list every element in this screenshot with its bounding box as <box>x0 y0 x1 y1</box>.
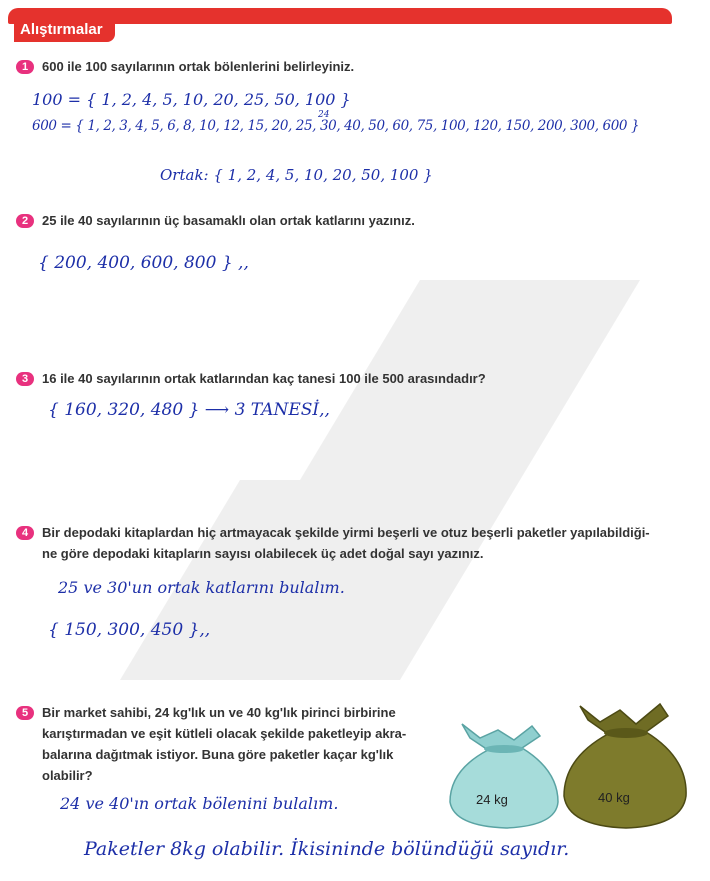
section-title: Alıştırmalar <box>14 18 115 42</box>
question-text: 16 ile 40 sayılarının ortak katlarından kaç tanesi 100 ile 500 arasındadır? <box>42 371 486 386</box>
question-text-line-3: balarına dağıtmak istiyor. Buna göre paketler kaçar kg'lık <box>42 747 394 762</box>
question-5 <box>16 702 446 786</box>
flour-bag-label: 24 kg <box>476 792 508 807</box>
answer-1-common: Ortak: { 1, 2, 4, 5, 10, 20, 50, 100 } <box>160 166 433 184</box>
answer-2: { 200, 400, 600, 800 } ,, <box>38 253 249 273</box>
question-3 <box>16 368 486 389</box>
question-number: 3 <box>16 372 34 386</box>
question-text-line-4: olabilir? <box>42 768 93 783</box>
answer-1-superscript: 24 <box>318 110 330 120</box>
question-text-line-2: ne göre depodaki kitapların sayısı olabilecek üç adet doğal sayı yazınız. <box>42 546 484 561</box>
question-number: 1 <box>16 60 34 74</box>
question-text: 600 ile 100 sayılarının ortak bölenlerini belirleyiniz. <box>42 59 355 74</box>
answer-1-line-2: 600 = { 1, 2, 3, 4, 5, 6, 8, 10, 12, 15, 20, 25, 30, 40, 50, 60, 75, 100, 120, 150, 200, 300, 600 } <box>32 118 640 134</box>
question-text: 25 ile 40 sayılarının üç basamaklı olan ortak katlarını yazınız. <box>42 213 415 228</box>
answer-5-line-2: Paketler 8kg olabilir. İkisininde bölündüğü sayıdır. <box>84 838 570 860</box>
question-1 <box>16 56 354 77</box>
rice-bag-label: 40 kg <box>598 790 630 805</box>
answer-5-line-1: 24 ve 40'ın ortak bölenini bulalım. <box>60 794 339 813</box>
question-number: 4 <box>16 526 34 540</box>
question-text-line-2: karıştırmadan ve eşit kütleli olacak şekilde paketleyip akra- <box>42 726 407 741</box>
flour-bag-image <box>440 720 570 830</box>
question-text-line-1: Bir market sahibi, 24 kg'lık un ve 40 kg'lık pirinci birbirine <box>42 705 396 720</box>
answer-4-line-2: { 150, 300, 450 },, <box>48 620 211 640</box>
question-number: 2 <box>16 214 34 228</box>
rice-bag-image <box>556 700 696 830</box>
question-2 <box>16 210 415 231</box>
answer-4-line-1: 25 ve 30'un ortak katlarını bulalım. <box>58 578 345 597</box>
answer-1-line-1: 100 = { 1, 2, 4, 5, 10, 20, 25, 50, 100 } <box>32 90 351 109</box>
question-number: 5 <box>16 706 34 720</box>
answer-3: { 160, 320, 480 } ⟶ 3 TANESİ,, <box>48 400 330 420</box>
question-text-line-1: Bir depodaki kitaplardan hiç artmayacak şekilde yirmi beşerli ve otuz beşerli paketler yapılabildiği- <box>42 525 650 540</box>
question-4 <box>16 522 650 564</box>
